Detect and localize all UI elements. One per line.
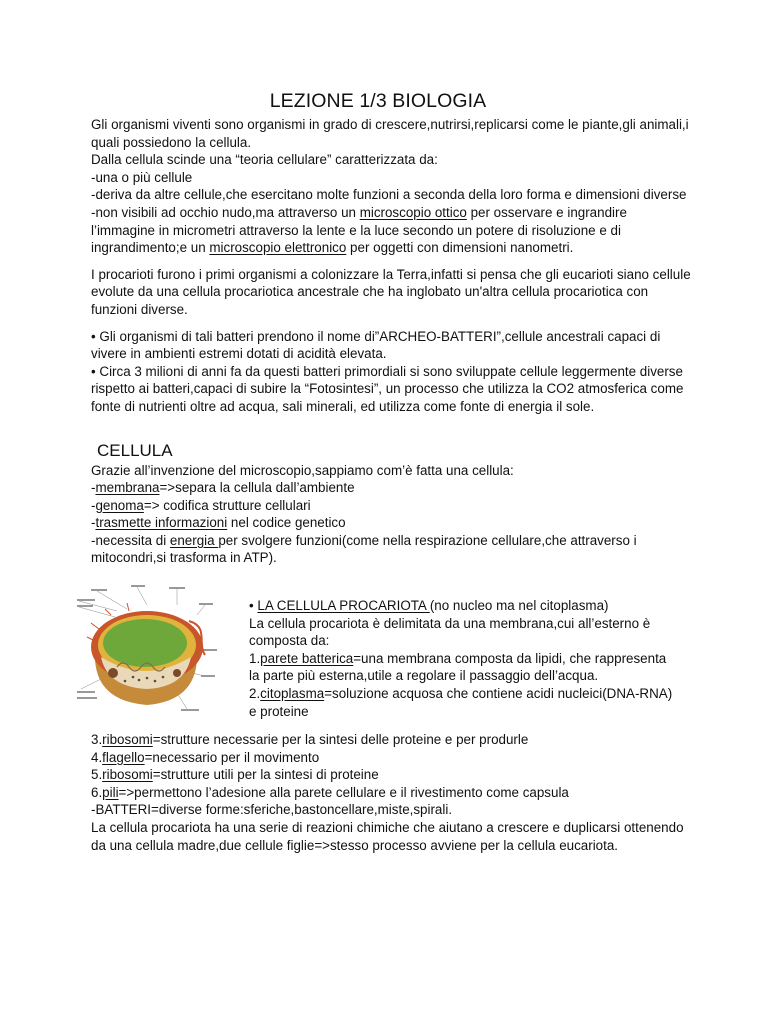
bacterial-cell-diagram-icon [77,581,219,721]
cellula-item-genoma: -genoma=> codifica strutture cellulari [91,497,311,513]
page-title: LEZIONE 1/3 BIOLOGIA [269,90,487,112]
term-trasmette-informazioni: trasmette informazioni [95,515,228,531]
term-microscopio-ottico: microscopio ottico [359,204,467,220]
procariota-section [91,581,691,747]
procariota-item-2: 2.citoplasma=soluzione acquosa che contiene acidi nucleici(DNA-RNA) e proteine [249,686,673,719]
term-parete-batterica: parete batterica [260,650,354,666]
procariota-description: La cellula procariota è delimitata da una membrana,cui all’esterno è composta da: [249,615,651,649]
theory-item-2: -deriva da altre cellule,che esercitano molte funzioni a seconda della loro forma e dimensioni diverse [91,187,687,203]
term-pili: pili [102,784,119,800]
procariota-item-5: 5.ribosomi=strutture utili per la sintesi di proteine [91,767,379,783]
term-ribosomi-2: ribosomi [102,767,153,783]
term-ribosomi: ribosomi [102,732,153,748]
theory-item-3: -non visibili ad occhio nudo,ma attraverso un microscopio ottico per osservare e ingrandire l’immagine in micrometri attraverso la lente e la luce secondo un potere di risoluzione e di ingrandimento;e un microscopio elettronico per oggetti con dimensioni nanometri. [91,204,627,256]
term-flagello: flagello [102,749,145,765]
term-genoma: genoma [95,497,144,513]
batteri-forms: -BATTERI=diverse forme:sferiche,bastoncellare,miste,spirali. [91,802,453,818]
procariota-heading: • LA CELLULA PROCARIOTA (no nucleo ma nel citoplasma) [249,598,609,614]
intro-theory: Dalla cellula scinde una “teoria cellulare” caratterizzata da: [91,152,438,168]
intro-paragraph: Gli organismi viventi sono organismi in grado di crescere,nutrirsi,replicarsi come le piante,gli animali,i quali possiedono la cellula. [91,117,689,150]
term-energia: energia [169,532,219,548]
procariota-item-1: 1.parete batterica=una membrana composta da lipidi, che rappresenta la parte più esterna,utile a regolare il passaggio dell’acqua. [249,650,667,684]
cellula-item-informazioni: -trasmette informazioni nel codice genetico [91,515,346,531]
theory-item-1: -una o più cellule [91,169,193,185]
bullet-archeo-batteri: • Gli organismi di tali batteri prendono il nome di”ARCHEO-BATTERI”,cellule ancestrali capaci di vivere in ambienti estremi dotati di acidità elevata. [91,328,661,362]
section-heading-cellula: CELLULA [97,440,173,460]
term-cellula-procariota: LA CELLULA PROCARIOTA [257,598,430,614]
procariota-item-6: 6.pili=>permettono l’adesione alla parete cellulare e il rivestimento come capsula [91,784,569,800]
bullet-fotosintesi: • Circa 3 milioni di anni fa da questi batteri primordiali si sono sviluppate cellule leggermente diverse rispetto ai batteri,capaci di subire la “Fotosintesi”, un processo che utilizza la CO2 atmosferica come fonte di nutrienti oltre ad acqua, sali minerali, ed utilizza come fonte di energia il sole. [91,363,684,414]
procarioti-paragraph: I procarioti furono i primi organismi a colonizzare la Terra,infatti si pensa che gli eucarioti siano cellule evolute da una cellula procariotica ancestrale che ha inglobato un'altra cellula procariotica con funzioni diverse. [91,266,691,317]
procariota-item-3: 3.ribosomi=strutture necessarie per la sintesi delle proteine e per produrle [91,732,529,748]
term-membrana: membrana [95,480,160,496]
cellula-item-energia: -necessita di energia per svolgere funzioni(come nella respirazione cellulare,che attraverso i mitocondri,si trasforma in ATP). [91,532,637,566]
procariota-closing: La cellula procariota ha una serie di reazioni chimiche che aiutano a crescere e duplicarsi ottenendo da una cellula madre,due cellule figlie=>stesso processo avviene per la cellula eucariota. [91,820,684,853]
procariota-item-4: 4.flagello=necessario per il movimento [91,749,320,765]
cellula-intro: Grazie all’invenzione del microscopio,sappiamo com’è fatta una cellula: [91,462,514,478]
document-page [91,88,691,854]
term-citoplasma: citoplasma [260,686,325,702]
term-microscopio-elettronico: microscopio elettronico [209,240,347,256]
cellula-item-membrana: -membrana=>separa la cellula dall’ambiente [91,480,355,496]
procariota-text [249,597,679,720]
